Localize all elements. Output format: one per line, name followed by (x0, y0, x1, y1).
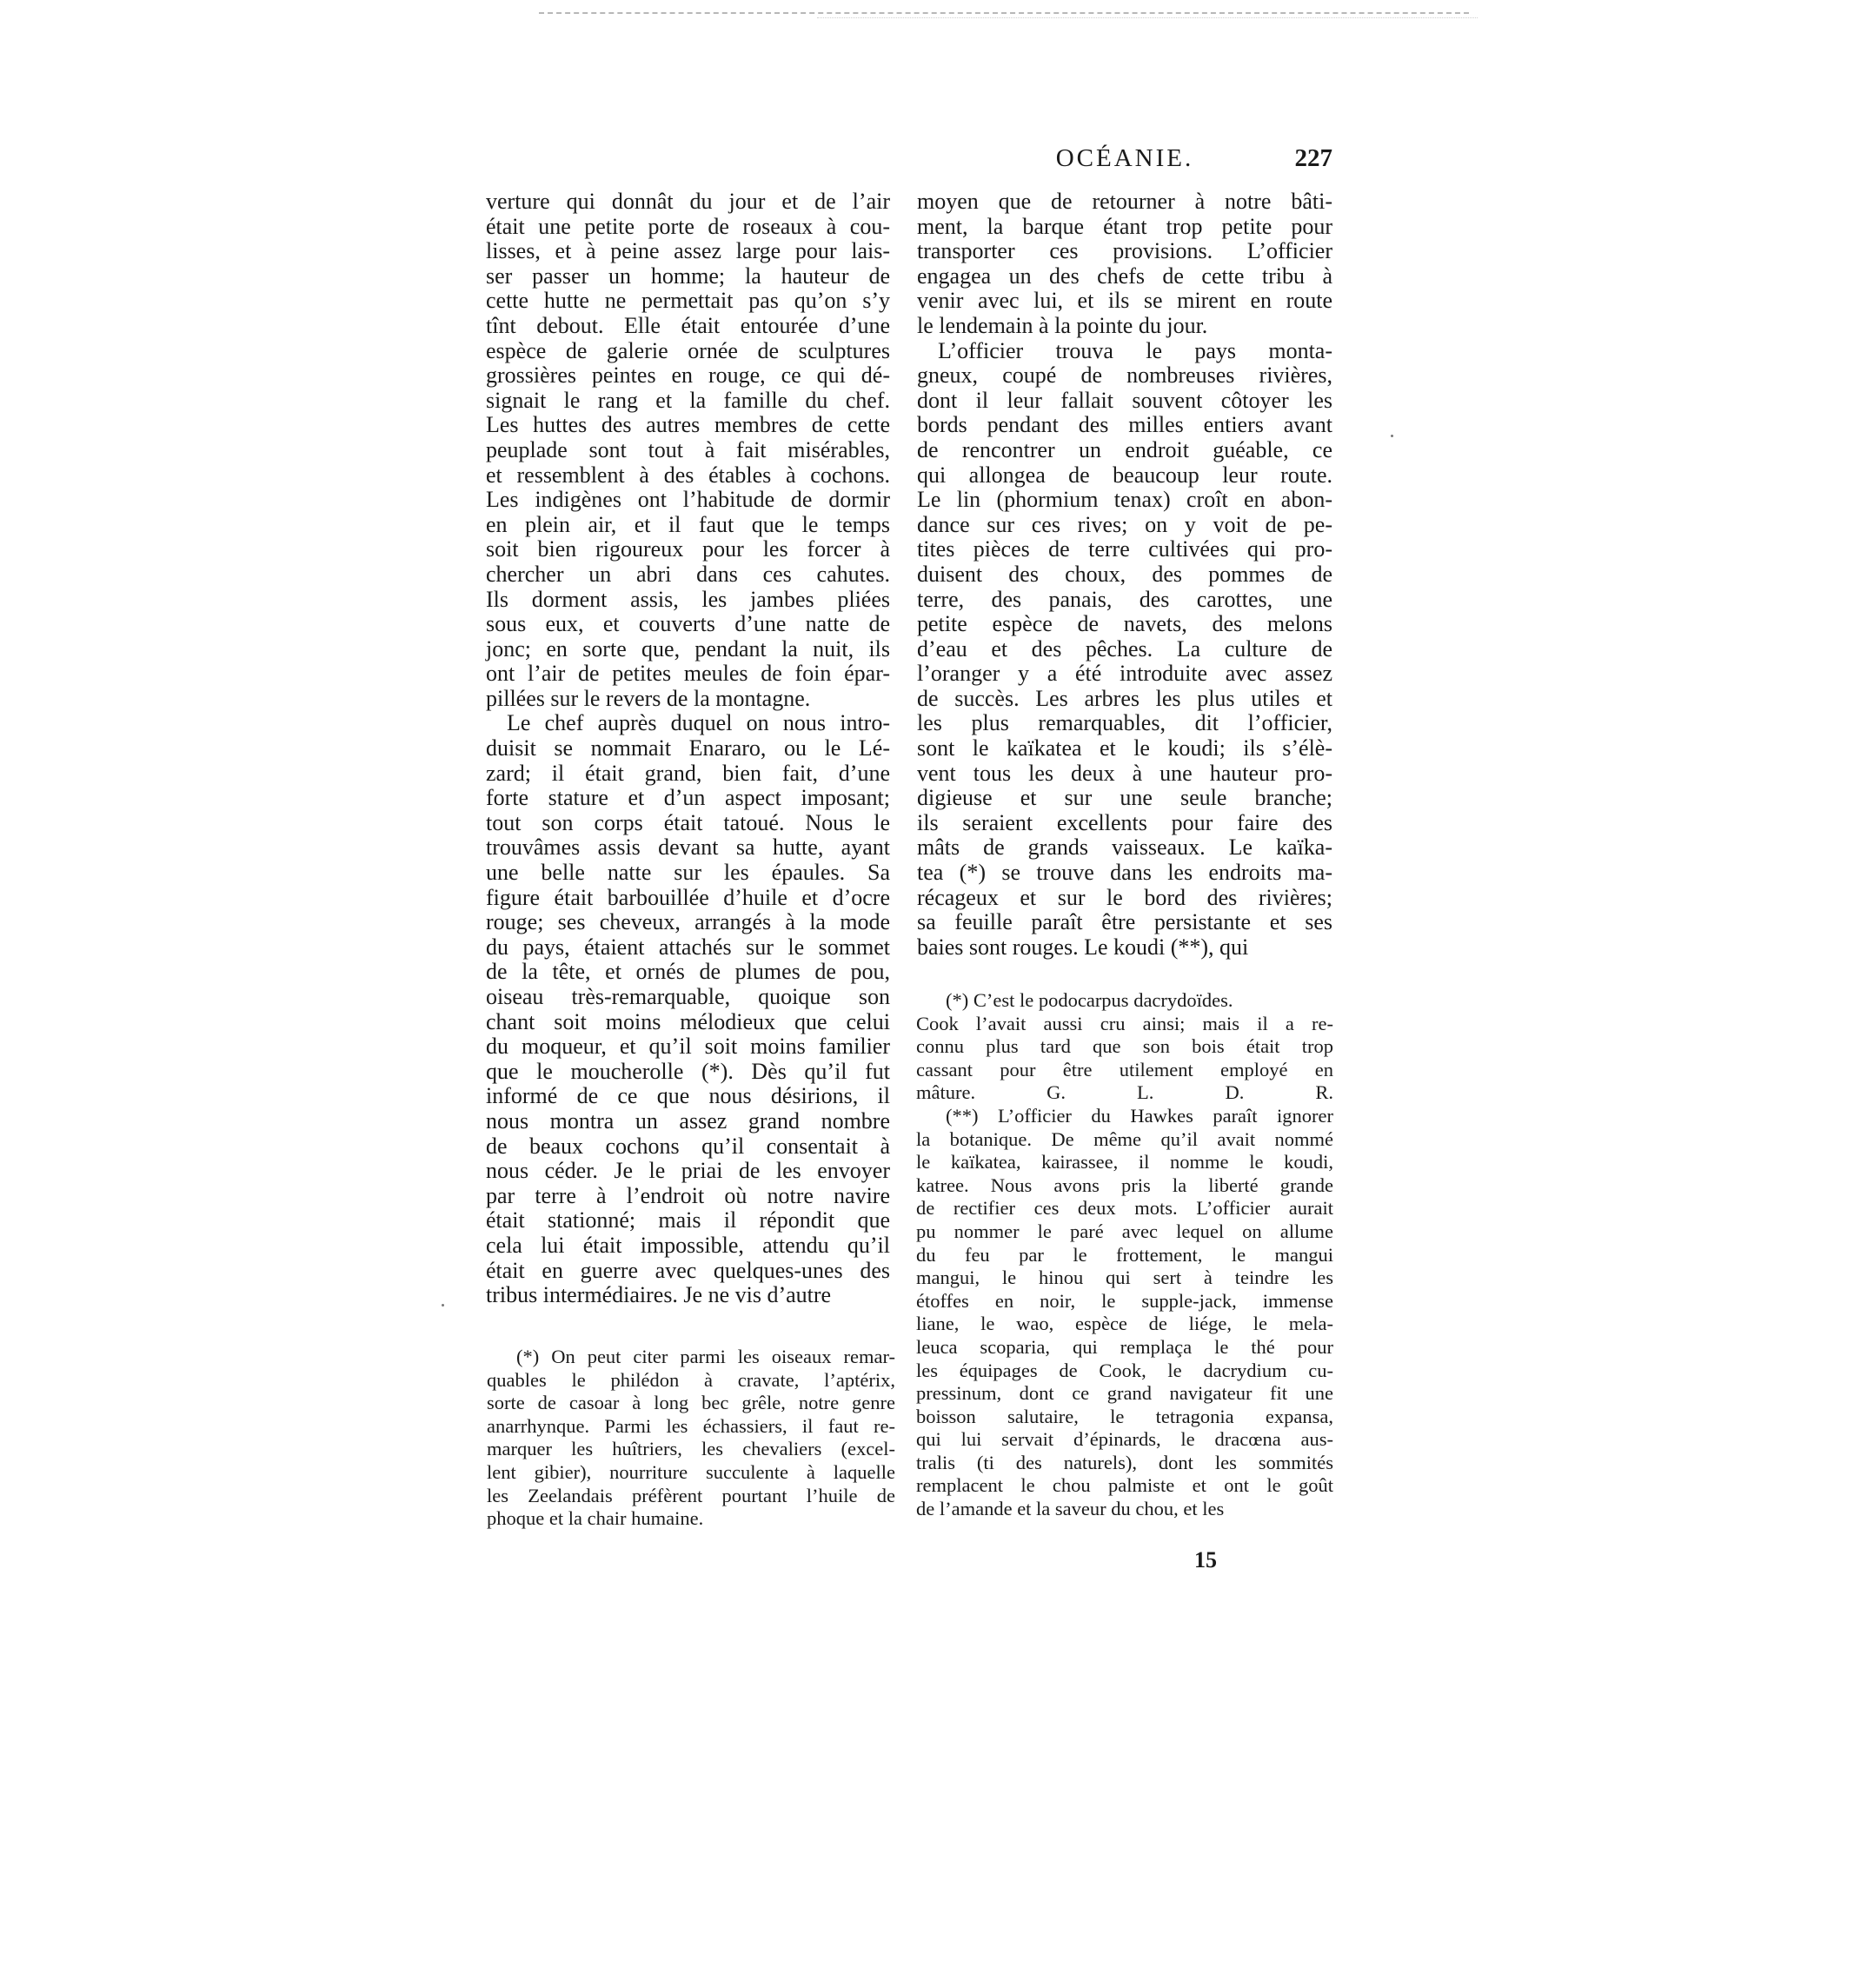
scan-speck (442, 1304, 444, 1306)
text-line: baies sont rouges. Le koudi (**), qui (917, 934, 1249, 960)
text-line: tea (*) se trouve dans les endroits ma- (917, 860, 1332, 886)
text-line: d’eau et des pêches. La culture de (917, 635, 1332, 662)
text-line: dont il leur fallait souvent côtoyer les (917, 387, 1332, 413)
text-line: venir avec lui, et ils se mirent en route (917, 288, 1332, 314)
text-line: petite espèce de navets, des melons (917, 611, 1332, 637)
text-line: vent tous les deux à une hauteur pro- (917, 760, 1332, 786)
text-line: Les indigènes ont l’habitude de dormir (486, 487, 890, 513)
right-footnotes (916, 989, 1333, 1521)
text-line: duisit se nommait Enararo, ou le Lé- (486, 735, 890, 761)
text-line: ils seraient excellents pour faire des (917, 809, 1332, 835)
text-line: signait le rang et la famille du chef. (486, 387, 890, 413)
footnote-line: cassant pour être utilement employé en (916, 1058, 1333, 1080)
text-line: en plein air, et il faut que le temps (486, 511, 890, 537)
footnote-line: (**) L’officier du Hawkes paraît ignorer (946, 1104, 1333, 1127)
text-line: digieuse et sur une seule branche; (917, 785, 1332, 811)
footnote-line: liane, le wao, espèce de liége, le mela- (916, 1313, 1333, 1335)
text-line: zard; il était grand, bien fait, d’une (486, 760, 890, 786)
text-line: du moqueur, et qu’il soit moins familier (486, 1034, 890, 1060)
text-line: moyen que de retourner à notre bâti- (917, 189, 1332, 214)
footnote-line: mangui, le hinou qui sert à teindre les (916, 1267, 1333, 1289)
text-line: récageux et sur le bord des rivières; (917, 884, 1332, 910)
signature-mark: 15 (1194, 1547, 1217, 1572)
text-line: mâts de grands vaisseaux. Le kaïka- (917, 834, 1332, 861)
text-line: chant soit moins mélodieux que celui (486, 1008, 890, 1034)
text-line: gneux, coupé de nombreuses rivières, (917, 362, 1332, 389)
text-line: soit bien rigoureux pour les forcer à (486, 536, 890, 562)
text-line: tites pièces de terre cultivées qui pro- (917, 536, 1332, 562)
running-title: OCÉANIE. (1055, 144, 1194, 172)
text-line: ment, la barque étant trop petite pour (917, 213, 1332, 239)
text-line: de rencontrer un endroit guéable, ce (917, 436, 1332, 462)
footnote-line: de l’amande et la saveur du chou, et les (916, 1498, 1225, 1520)
page-number: 227 (1294, 144, 1332, 172)
footnote-line: boisson salutaire, le tetragonia expansa, (916, 1405, 1333, 1427)
footnote-line: pressinum, dont ce grand navigateur fit une (916, 1382, 1333, 1405)
footnote-line: connu plus tard que son bois était trop (916, 1035, 1333, 1058)
text-line: de beaux cochons qu’il consentait à (486, 1133, 890, 1159)
footnote-line: (*) On peut citer parmi les oiseaux remar- (516, 1346, 895, 1367)
text-line: nous montra un assez grand nombre (486, 1107, 890, 1134)
footnote-line: étoffes en noir, le supple-jack, immense (916, 1289, 1333, 1312)
footnote-line: quables le philédon à cravate, l’aptérix, (487, 1368, 895, 1391)
text-line: Les huttes des autres membres de cette (486, 412, 890, 438)
text-line: tribus intermédiaires. Je ne vis d’autre (486, 1282, 832, 1308)
text-line: jonc; en sorte que, pendant la nuit, ils (486, 635, 890, 662)
text-line: les plus remarquables, dit l’officier, (917, 710, 1332, 736)
text-line: de succès. Les arbres les plus utiles et (917, 685, 1332, 711)
text-line: de la tête, et ornés de plumes de pou, (486, 959, 890, 985)
text-line: qui allongea de beaucoup leur route. (917, 462, 1332, 488)
footnote-line: sorte de casoar à long bec grêle, notre genre (487, 1392, 895, 1414)
text-line: verture qui donnât du jour et de l’air (486, 189, 890, 214)
text-line: sa feuille paraît être persistante et ses (917, 909, 1332, 935)
text-line: peuplade sont tout à fait misérables, (486, 436, 890, 462)
text-line: Ils dorment assis, les jambes pliées (486, 586, 890, 612)
text-line: une belle natte sur les épaules. Sa (486, 860, 890, 886)
text-line: sous eux, et couverts d’une natte de (486, 611, 890, 637)
text-line: bords pendant des milles entiers avant (917, 412, 1332, 438)
text-line: chercher un abri dans ces cahutes. (486, 561, 890, 587)
left-footnote (487, 1346, 895, 1531)
text-line: dance sur ces rives; on y voit de pe- (917, 511, 1332, 537)
text-line: était stationné; mais il répondit que (486, 1207, 890, 1233)
text-line: grossières peintes en rouge, ce qui dé- (486, 362, 890, 389)
text-line: forte stature et d’un aspect imposant; (486, 785, 890, 811)
footnote-line: les Zeelandais préfèrent pourtant l’huile de (487, 1484, 895, 1506)
text-line: rouge; ses cheveux, arrangés à la mode (486, 909, 890, 935)
text-line: Le chef auprès duquel on nous intro- (507, 710, 890, 736)
scan-edge-line (539, 12, 1469, 14)
text-line: par terre à l’endroit où notre navire (486, 1182, 890, 1208)
footnote-line: pu nommer le paré avec lequel on allume (916, 1220, 1333, 1242)
footnote-line: katree. Nous avons pris la liberté grande (916, 1174, 1333, 1196)
footnote-line: la botanique. De même qu’il avait nommé (916, 1127, 1333, 1150)
text-line: engagea un des chefs de cette tribu à (917, 263, 1332, 289)
text-line: terre, des panais, des carottes, une (917, 586, 1332, 612)
right-text-column (917, 189, 1332, 960)
footnote-line: marquer les huîtriers, les chevaliers (excel- (487, 1438, 895, 1460)
text-line: Le lin (phormium tenax) croît en abon- (917, 487, 1332, 513)
text-line: pillées sur le revers de la montagne. (486, 685, 811, 711)
text-line: cette hutte ne permettait pas qu’on s’y (486, 288, 890, 314)
footnote-line: le kaïkatea, kairassee, il nomme le koudi, (916, 1151, 1333, 1174)
text-line: le lendemain à la pointe du jour. (917, 312, 1208, 338)
footnote-line: anarrhynque. Parmi les échassiers, il faut re- (487, 1414, 895, 1437)
text-line: était une petite porte de roseaux à cou- (486, 213, 890, 239)
footnote-line: du feu par le frottement, le mangui (916, 1243, 1333, 1266)
text-line: du pays, étaient attachés sur le sommet (486, 934, 890, 960)
text-line: informé de ce que nous désirions, il (486, 1083, 890, 1109)
footnote-line: les équipages de Cook, le dacrydium cu- (916, 1359, 1333, 1381)
text-line: espèce de galerie ornée de sculptures (486, 337, 890, 363)
footnote-line: qui lui servait d’épinards, le dracœna aus- (916, 1428, 1333, 1451)
text-line: que le moucherolle (*). Dès qu’il fut (486, 1058, 890, 1084)
text-line: tînt debout. Elle était entourée d’une (486, 312, 890, 338)
footnote-line: (*) C’est le podocarpus dacrydoïdes. (946, 989, 1233, 1011)
text-line: lisses, et à peine assez large pour lais- (486, 238, 890, 264)
footnote-line: remplacent le chou palmiste et ont le goût (916, 1474, 1333, 1497)
footnote-line: Cook l’avait aussi cru ainsi; mais il a re- (916, 1012, 1333, 1034)
footnote-line: lent gibier), nourriture succulente à laquelle (487, 1460, 895, 1483)
scan-speck (1391, 435, 1393, 437)
text-line: l’oranger y a été introduite avec assez (917, 661, 1332, 687)
text-line: tout son corps était tatoué. Nous le (486, 809, 890, 835)
footnote-line: leuca scoparia, qui remplaça le thé pour (916, 1335, 1333, 1358)
text-line: cela lui était impossible, attendu qu’il (486, 1232, 890, 1258)
text-line: duisent des choux, des pommes de (917, 561, 1332, 587)
footnote-line: phoque et la chair humaine. (487, 1507, 704, 1530)
page-header (917, 144, 1332, 179)
text-line: était en guerre avec quelques-unes des (486, 1257, 890, 1283)
left-text-column (486, 189, 890, 1308)
footnote-line: tralis (ti des naturels), dont les sommités (916, 1451, 1333, 1473)
text-line: oiseau très-remarquable, quoique son (486, 984, 890, 1009)
text-line: trouvâmes assis devant sa hutte, ayant (486, 834, 890, 861)
text-line: nous céder. Je le priai de les envoyer (486, 1158, 890, 1184)
text-line: ont l’air de petites meules de foin épar- (486, 661, 890, 687)
footnote-line: mâture. G. L. D. R. (916, 1081, 1333, 1104)
footnote-line: de rectifier ces deux mots. L’officier aurait (916, 1197, 1333, 1220)
text-line: et ressemblent à des étables à cochons. (486, 462, 890, 488)
text-line: figure était barbouillée d’huile et d’ocre (486, 884, 890, 910)
text-line: ser passer un homme; la hauteur de (486, 263, 890, 289)
text-line: sont le kaïkatea et le koudi; ils s’élè- (917, 735, 1332, 761)
text-line: transporter ces provisions. L’officier (917, 238, 1332, 264)
text-line: L’officier trouva le pays monta- (938, 337, 1332, 363)
scan-edge-line-secondary (817, 17, 1478, 18)
